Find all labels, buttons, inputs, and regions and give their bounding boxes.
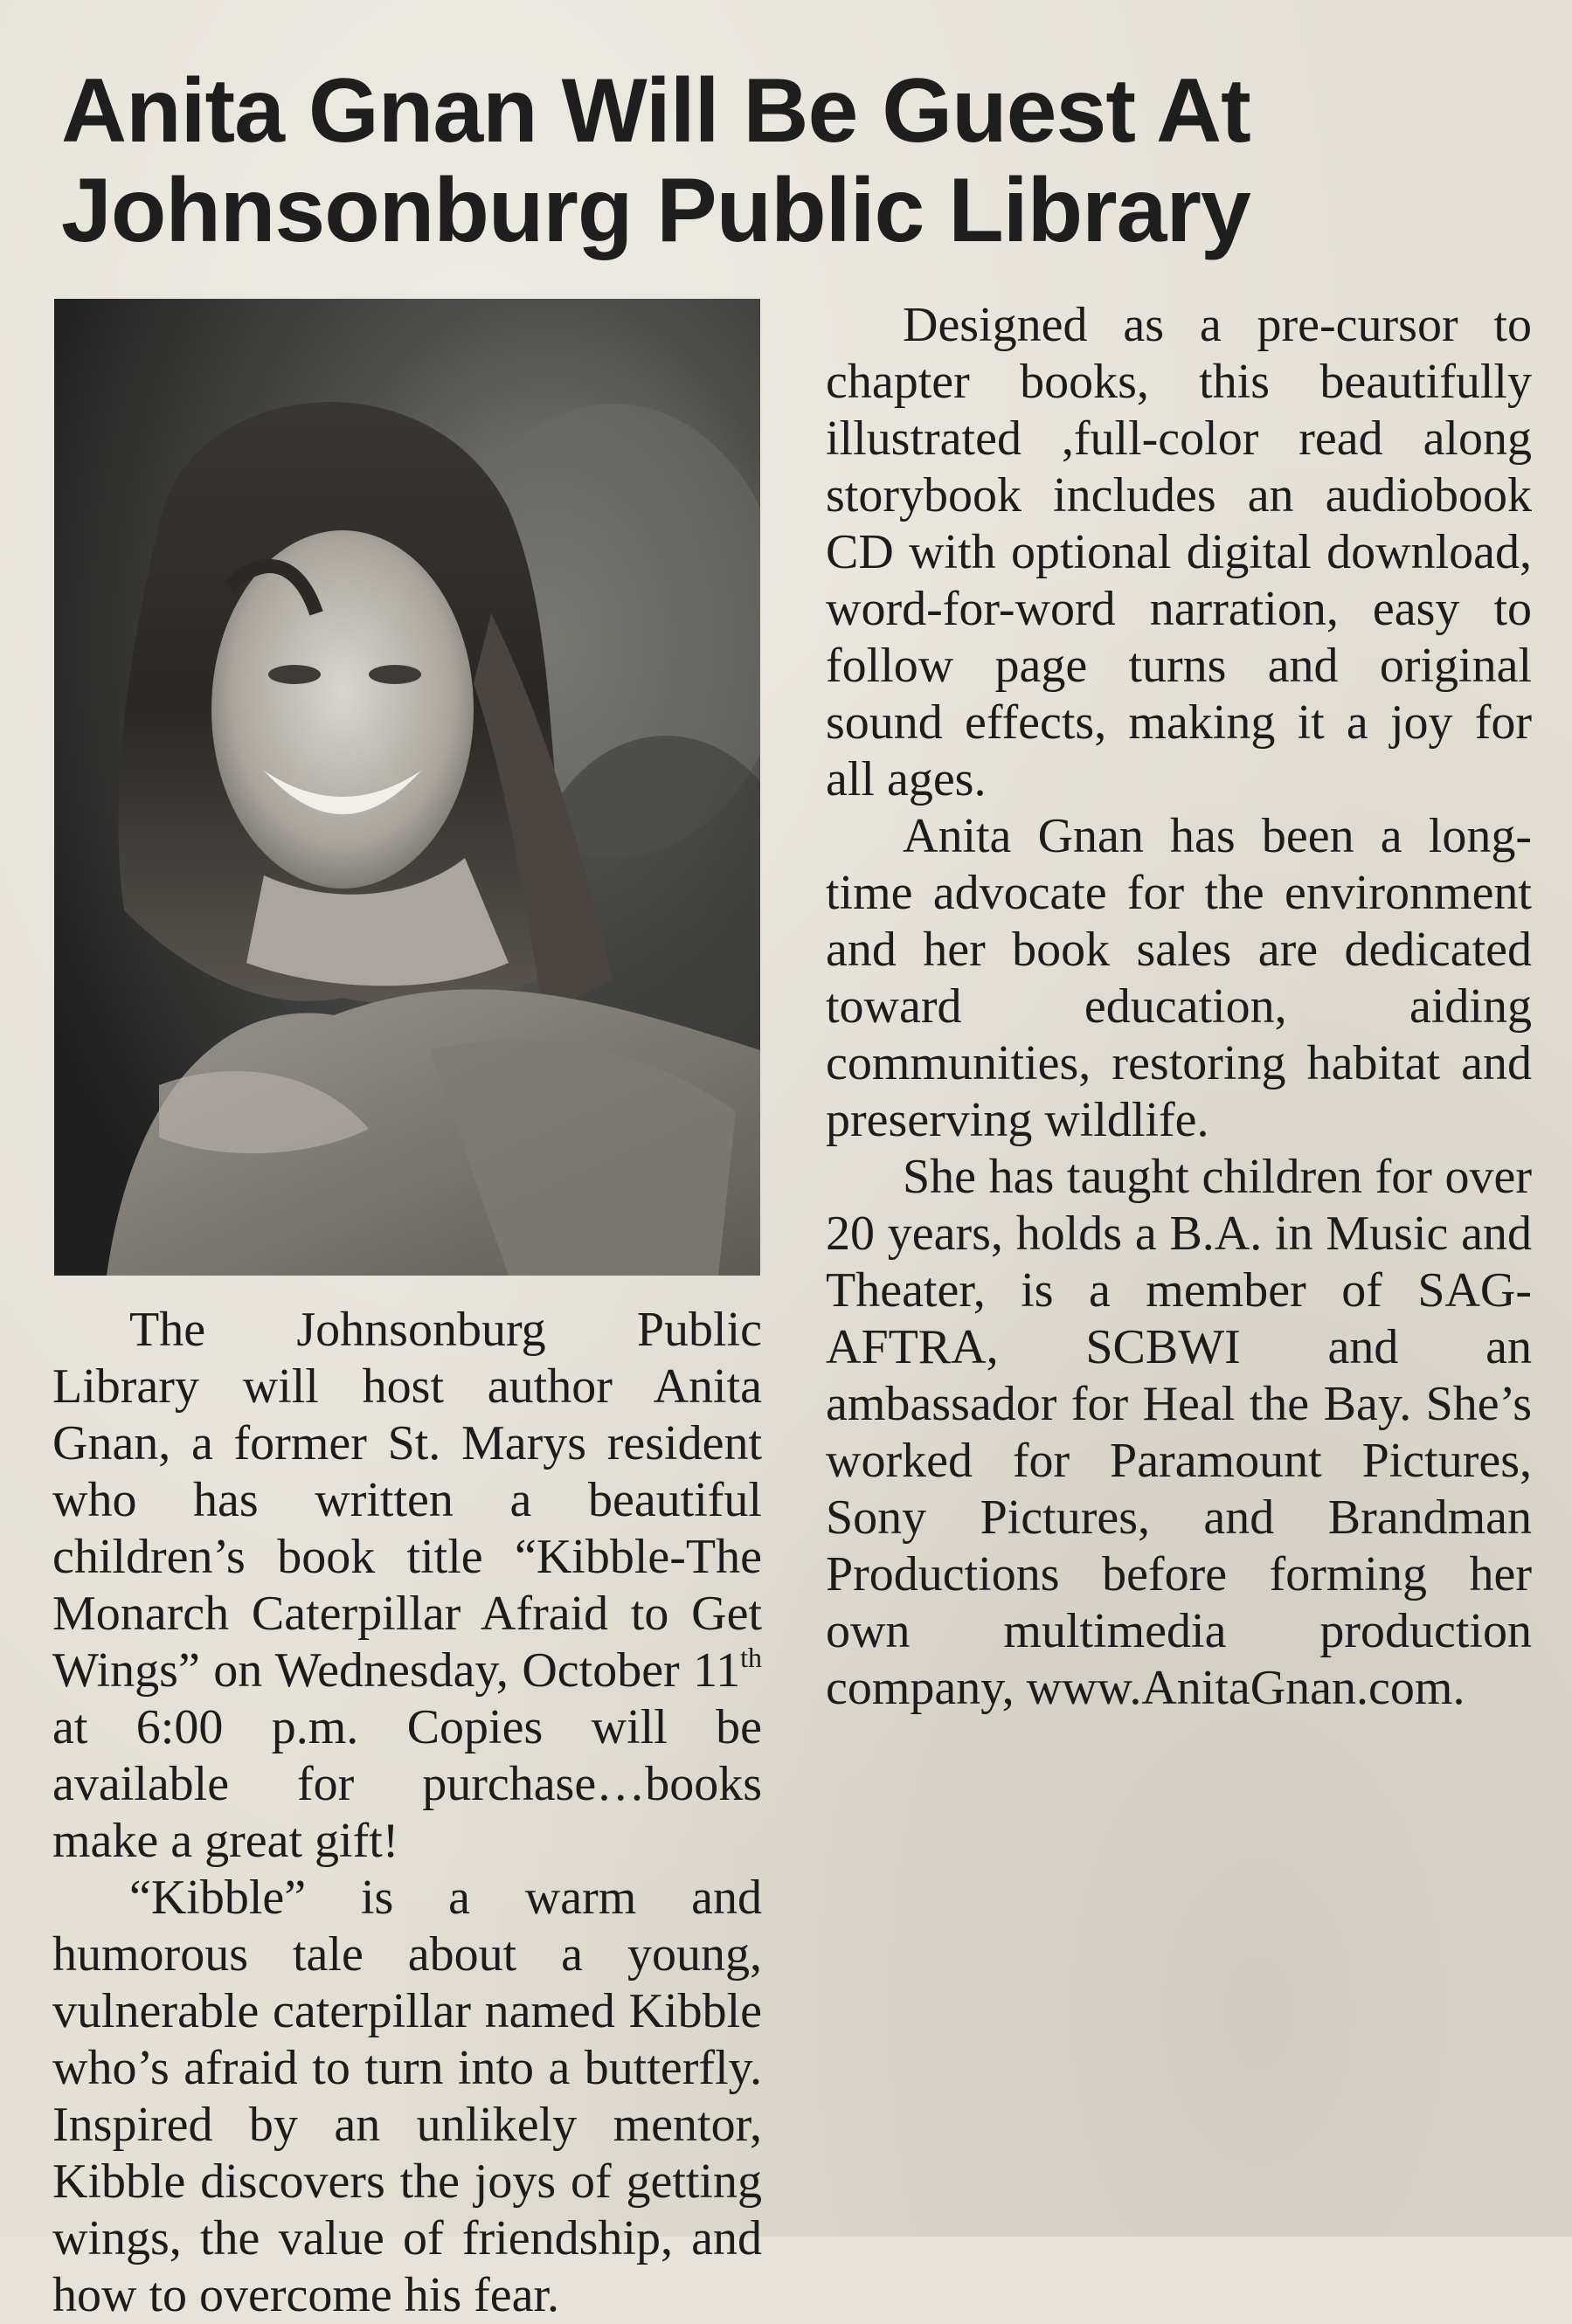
article-column-left: [52, 1302, 762, 2324]
article-paragraph-1: [52, 1302, 762, 1870]
article-headline: Anita Gnan Will Be Guest At Johnsonburg Public Library: [61, 60, 1250, 261]
paragraph-1-text-continued: at 6:00 p.m. Copies will be available for purchase…books make a great gift!: [52, 1700, 762, 1868]
author-photo: [54, 299, 760, 1276]
article-column-right: [826, 297, 1532, 1717]
paragraph-1-text: The Johnsonburg Public Library will host author Anita Gnan, a former St. Marys resident who has written a beautiful children’s book title “Kibble-The Monarch Caterpillar Afraid to Get Wings” on Wednesday, October 11: [52, 1303, 762, 1698]
article-paragraph-5: She has taught children for over 20 years, holds a B.A. in Music and Theater, is a member of SAG-AFTRA, SCBWI and an ambassador for Heal the Bay. She’s worked for Paramount Pictures, Sony Pictures, and Brandman Productions before forming her own multimedia production company, www.AnitaGnan.com.: [826, 1150, 1532, 1715]
article-paragraph-2: “Kibble” is a warm and humorous tale about a young, vulnerable caterpillar named Kibble who’s afraid to turn into a butterfly. Inspired by an unlikely mentor, Kibble discovers the joys of getting wings, the value of friendship, and how to overcome his fear.: [52, 1871, 762, 2322]
date-ordinal-suffix: th: [740, 1642, 762, 1673]
article-paragraph-3: Designed as a pre-cursor to chapter books, this beautifully illustrated ,full-color read along storybook includes an audiobook CD with optional digital download, word-for-word narration, easy to follow page turns and original sound effects, making it a joy for all ages.: [826, 298, 1532, 806]
article-paragraph-4: Anita Gnan has been a long-time advocate for the environment and her book sales are dedicated toward education, aiding communities, restoring habitat and preserving wildlife.: [826, 809, 1532, 1147]
